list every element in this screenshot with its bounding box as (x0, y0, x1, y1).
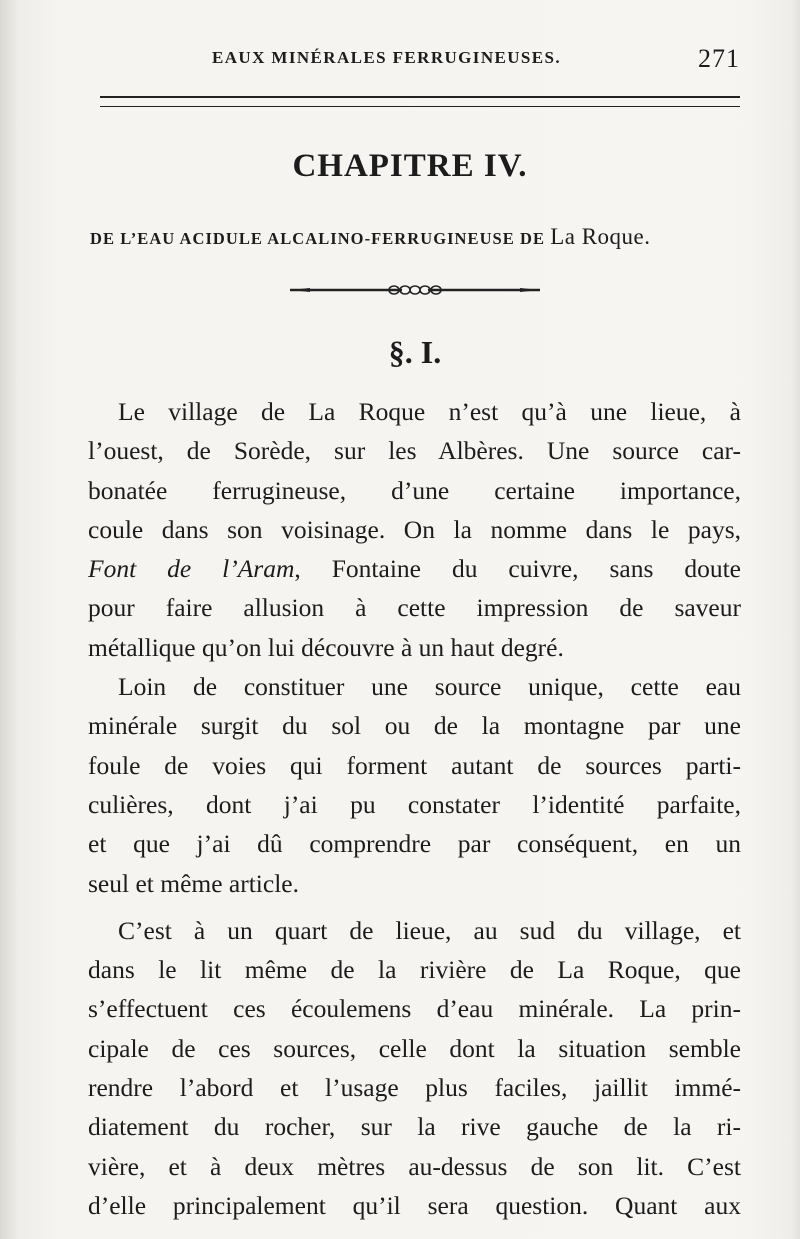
text-line: et que j’ai dû comprendre par conséquent, en un (88, 829, 741, 859)
chapter-title: CHAPITRE IV. (292, 148, 528, 184)
italic-name: Font de l’Aram (88, 554, 295, 584)
chapter-subtitle-prefix: DE L’EAU ACIDULE ALCALINO-FERRUGINEUSE DE (90, 229, 551, 248)
running-title: EAUX MINÉRALES FERRUGINEUSES. (212, 48, 562, 67)
text-line: vière, et à deux mètres au-dessus de son lit. C’est (88, 1151, 741, 1181)
text-line: l’ouest, de Sorède, sur les Albères. Une source car- (88, 436, 741, 466)
text-line: culières, dont j’ai pu constater l’identité parfaite, (88, 789, 741, 819)
section-title: §. I. (388, 334, 442, 370)
text-line: diatement du rocher, sur la rive gauche de la ri- (88, 1112, 741, 1142)
text-line: Loin de constituer une source unique, cette eau (118, 672, 741, 702)
text-line: bonatée ferrugineuse, d’une certaine importance, (88, 475, 741, 505)
text-line: pour faire allusion à cette impression de saveur (88, 593, 741, 623)
text-line: foule de voies qui forment autant de sources parti- (88, 750, 741, 780)
text-line: coule dans son voisinage. On la nomme dans le pays, (88, 514, 741, 544)
text-line: cipale de ces sources, celle dont la situation semble (88, 1033, 741, 1063)
text-line (88, 549, 741, 588)
chapter-subtitle (90, 224, 750, 250)
text-line: C’est à un quart de lieue, au sud du village, et (118, 915, 741, 945)
text-line: rendre l’abord et l’usage plus faciles, jaillit immé- (88, 1073, 741, 1103)
text-line: d’elle principalement qu’il sera question. Quant aux (88, 1190, 741, 1220)
chapter-subtitle-place: La Roque. (550, 224, 651, 249)
page-number: 271 (698, 44, 740, 73)
text-line: dans le lit même de la rivière de La Roque, que (88, 955, 741, 985)
text-line-rest: , Fontaine du cuivre, sans doute (294, 554, 741, 584)
body-text (88, 392, 741, 1225)
text-line: s’effectuent ces écoulemens d’eau minérale. La prin- (88, 994, 741, 1024)
running-head (90, 44, 750, 74)
ornament-divider (290, 280, 540, 300)
text-line: métallique qu’on lui découvre à un haut degré. (88, 632, 564, 662)
text-line: seul et même article. (88, 868, 299, 898)
text-line: minérale surgit du sol ou de la montagne par une (88, 711, 741, 741)
text-line: Le village de La Roque n’est qu’à une lieue, à (118, 397, 741, 426)
header-double-rule (100, 96, 740, 107)
